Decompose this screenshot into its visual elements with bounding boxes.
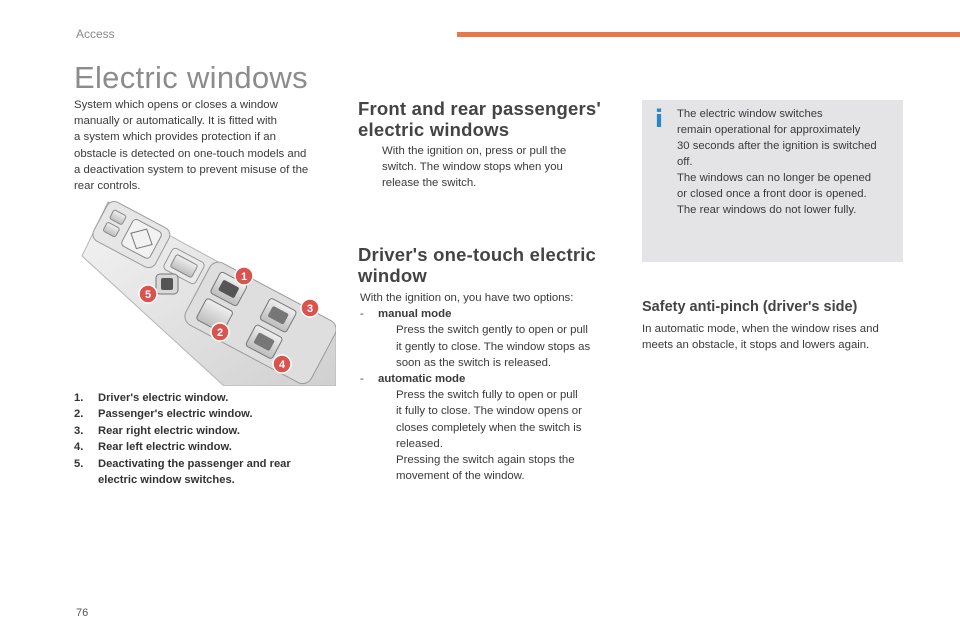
legend-text-line: Deactivating the passenger and rear xyxy=(98,457,291,470)
callout-label: 4 xyxy=(278,359,286,371)
info-line: The electric window switches xyxy=(677,108,823,120)
automatic-line: it fully to close. The window opens or xyxy=(396,405,582,418)
heading-line: Driver's one-touch electric xyxy=(358,244,597,265)
deactivation-switch xyxy=(156,274,178,294)
intro-line: obstacle is detected on one-touch models and xyxy=(74,147,307,160)
legend-text: Rear left electric window. xyxy=(98,441,232,454)
header-accent-rule xyxy=(457,32,960,37)
one-touch-heading xyxy=(358,244,628,286)
legend-item xyxy=(74,423,336,439)
instruction-line: release the switch. xyxy=(382,177,477,190)
heading-line: electric windows xyxy=(358,119,510,140)
instruction-line: With the ignition on, press or pull the xyxy=(382,145,567,157)
intro-line: a deactivation system to prevent misuse of the xyxy=(74,163,309,176)
info-text xyxy=(677,106,899,218)
callout-label: 5 xyxy=(144,289,152,301)
info-icon: i xyxy=(654,105,664,133)
intro-line: manually or automatically. It is fitted with xyxy=(74,115,278,128)
instruction-line: switch. The window stops when you xyxy=(382,161,563,174)
legend-text: Driver's electric window. xyxy=(98,392,229,404)
pointer-icon xyxy=(378,387,396,452)
pointer-icon xyxy=(360,143,382,192)
section-label: Access xyxy=(76,27,115,41)
manual-line: it gently to close. The window stops as xyxy=(396,340,591,353)
automatic-line: closes completely when the switch is xyxy=(396,421,582,434)
callout-label: 2 xyxy=(216,327,224,339)
front-rear-heading xyxy=(358,98,628,140)
legend-number: 4. xyxy=(74,441,84,454)
legend-text: Passenger's electric window. xyxy=(98,408,253,421)
anti-pinch-text xyxy=(642,321,912,353)
figure-legend xyxy=(74,390,336,488)
legend-text-line: electric window switches. xyxy=(98,474,235,487)
dash-marker: - xyxy=(360,308,364,321)
anti-pinch-line: meets an obstacle, it stops and lowers again. xyxy=(642,339,870,352)
heading-line: Front and rear passengers' xyxy=(358,98,601,119)
front-rear-instruction xyxy=(360,143,610,192)
manual-line: Press the switch gently to open or pull xyxy=(396,324,588,337)
automatic-line: Pressing the switch again stops the xyxy=(396,454,575,467)
callout-4 xyxy=(273,355,291,373)
legend-text xyxy=(98,456,291,489)
info-line: remain operational for approximately xyxy=(677,124,861,136)
callout-3 xyxy=(301,299,319,317)
legend-item xyxy=(74,390,336,406)
page-title: Electric windows xyxy=(74,60,308,95)
info-line: off. xyxy=(677,156,693,168)
automatic-mode-label: automatic mode xyxy=(378,373,466,386)
info-box xyxy=(642,100,903,262)
intro-line: System which opens or closes a window xyxy=(74,99,278,111)
switch-panel-illustration xyxy=(74,196,336,386)
intro-line: a system which provides protection if an xyxy=(74,131,276,144)
legend-text: Rear right electric window. xyxy=(98,424,240,437)
callout-5 xyxy=(139,285,157,303)
pointer-icon xyxy=(378,322,396,371)
pointer-icon xyxy=(378,452,396,484)
callout-2 xyxy=(211,323,229,341)
automatic-line: released. xyxy=(396,437,443,450)
automatic-line: Press the switch fully to open or pull xyxy=(396,389,578,402)
info-line: The rear windows do not lower fully. xyxy=(677,204,857,216)
intro-line: rear controls. xyxy=(74,180,141,193)
callout-label: 3 xyxy=(306,303,314,315)
dash-marker: - xyxy=(360,373,364,386)
manual-line: soon as the switch is released. xyxy=(396,356,552,369)
legend-number: 2. xyxy=(74,408,84,421)
info-line: 30 seconds after the ignition is switched xyxy=(677,140,877,152)
legend-item xyxy=(74,406,336,422)
anti-pinch-line: In automatic mode, when the window rises and xyxy=(642,323,879,335)
heading-line: window xyxy=(358,265,428,286)
legend-item xyxy=(74,456,336,489)
callout-label: 1 xyxy=(240,271,248,283)
page-number: 76 xyxy=(76,607,89,619)
info-line: The windows can no longer be opened xyxy=(677,172,872,184)
anti-pinch-heading: Safety anti-pinch (driver's side) xyxy=(642,299,858,315)
legend-number: 3. xyxy=(74,424,84,437)
automatic-line: movement of the window. xyxy=(396,470,525,483)
legend-number: 5. xyxy=(74,457,84,470)
callout-1 xyxy=(235,267,253,285)
intro-paragraph xyxy=(74,97,336,194)
legend-number: 1. xyxy=(74,392,84,404)
legend-item xyxy=(74,439,336,455)
manual-mode-label: manual mode xyxy=(378,308,452,321)
info-line: or closed once a front door is opened. xyxy=(677,188,867,200)
one-touch-intro: With the ignition on, you have two options: xyxy=(360,292,574,304)
one-touch-body xyxy=(360,290,620,484)
